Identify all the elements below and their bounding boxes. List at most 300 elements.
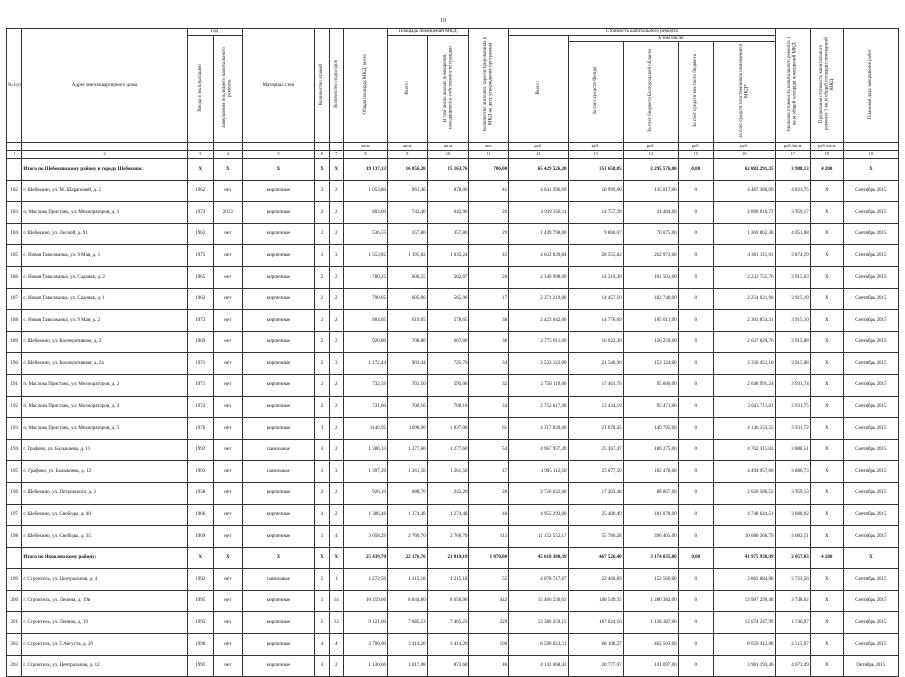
table-cell: 3 [329, 353, 343, 375]
table-row [7, 634, 899, 656]
table-cell: 357,80 [387, 223, 427, 245]
table-cell: 700,10 [387, 396, 427, 418]
table-cell: 1973 [187, 310, 213, 332]
table-cell: 0,00 [678, 547, 713, 569]
table-cell: 180 275,00 [623, 439, 678, 461]
table-cell: 1 277,60 [427, 439, 469, 461]
table-cell: 38 [469, 310, 509, 332]
table-cell: нет [213, 504, 242, 526]
unit-cell [7, 143, 22, 151]
table-cell: 1995 [187, 590, 213, 612]
table-cell: г. Строитель, ул. 5 Августа, д. 20 [22, 634, 187, 656]
table-cell: Сентябрь 2015 [843, 439, 898, 461]
table-cell: 0 [678, 310, 713, 332]
table-cell: 1 380,33 [343, 439, 387, 461]
col-area-resid-header: В том числе жилых помещений, находящихся в собственности граждан [427, 35, 469, 143]
table-cell: 25 367,47 [568, 439, 623, 461]
table-cell: 41 975 938,99 [713, 547, 775, 569]
table-cell: 1958 [187, 482, 213, 504]
table-cell: 7 465,23 [427, 612, 469, 634]
table-cell: 21 019,19 [427, 547, 469, 569]
table-cell: 2 [329, 266, 343, 288]
table-cell: 1993 [187, 461, 213, 483]
table-cell: 2 254 021,90 [713, 288, 775, 310]
table-cell: 17 461,76 [568, 374, 623, 396]
table-cell: нет [213, 461, 242, 483]
table-cell: X [810, 353, 843, 375]
table-cell: X [810, 288, 843, 310]
table-cell: 4 078 717,87 [509, 569, 568, 591]
col-address-header: Адрес многоквартирного дома [22, 29, 187, 143]
table-cell: X [315, 547, 329, 569]
column-numbers-row [7, 151, 899, 159]
table-cell: с. Новая Таволжанка, ул. 9 Мая, д. 2 [22, 310, 187, 332]
table-cell: 68 108,27 [568, 634, 623, 656]
table-cell: 3 [315, 439, 329, 461]
table-cell: кирпичные [242, 202, 315, 224]
table-cell: 183 [7, 202, 22, 224]
table-cell: кирпичные [242, 353, 315, 375]
col-year-built-header: Ввода в эксплуатацию [187, 35, 213, 143]
col-floors-header: Количество этажей [315, 29, 329, 143]
table-cell: нет [213, 288, 242, 310]
table-cell: 2 057,03 [775, 547, 810, 569]
table-cell: 4 143 068,43 [509, 655, 568, 677]
table-cell: X [810, 482, 843, 504]
table-cell: Сентябрь 2015 [843, 310, 898, 332]
table-cell: 11 152 552,17 [509, 526, 568, 548]
table-row [7, 266, 899, 288]
table-cell: Сентябрь 2015 [843, 245, 898, 267]
table-cell: 642,96 [427, 202, 469, 224]
table-cell: X [315, 159, 329, 181]
table-cell: 600,25 [387, 266, 427, 288]
table-cell: 3 533 122,00 [509, 353, 568, 375]
table-cell: 34 [469, 396, 509, 418]
table-cell: 1 280 382,00 [623, 590, 678, 612]
table-cell: 4 073,49 [775, 655, 810, 677]
table-row [7, 655, 899, 677]
table-cell: 18 999,00 [568, 180, 623, 202]
table-cell: Сентябрь 2015 [843, 482, 898, 504]
table-cell: 28 555,82 [568, 245, 623, 267]
table-cell: 1 386,48 [343, 504, 387, 526]
table-cell: кирпичные [242, 612, 315, 634]
table-cell: 12 [329, 612, 343, 634]
table-cell: 2 [329, 482, 343, 504]
column-number-cell: 13 [568, 151, 623, 159]
table-cell: 1969 [187, 331, 213, 353]
column-number-cell: 4 [213, 151, 242, 159]
table-cell: X [810, 374, 843, 396]
table-cell: кирпичные [242, 396, 315, 418]
column-number-cell: 5 [242, 151, 315, 159]
table-row [7, 590, 899, 612]
table-cell: 1990 [187, 634, 213, 656]
table-cell: 1973 [187, 202, 213, 224]
table-cell: 1975 [187, 245, 213, 267]
table-cell: 2 233 755,70 [713, 266, 775, 288]
table-cell: 2 760,70 [387, 526, 427, 548]
table-cell: 22 466,89 [568, 569, 623, 591]
column-number-cell: 1 [7, 151, 22, 159]
table-cell: 15 466 230,63 [509, 590, 568, 612]
table-cell: 700,10 [427, 396, 469, 418]
table-cell: 3 915,10 [775, 310, 810, 332]
table-cell: 2 [329, 655, 343, 677]
table-cell: 54 [469, 439, 509, 461]
col-incl-header: в том числе: [568, 35, 775, 42]
table-cell: 2 775 011,00 [509, 331, 568, 353]
table-cell: 790,65 [343, 288, 387, 310]
unit-cell [187, 143, 213, 151]
table-cell: 1 261,50 [427, 461, 469, 483]
table-cell: г. Строитель, ул. Центральная, д. 4 [22, 569, 187, 591]
table-cell: кирпичные [242, 310, 315, 332]
table-cell: 2 939 358,11 [509, 202, 568, 224]
table-cell: 46 [469, 655, 509, 677]
table-cell: 4 [315, 634, 329, 656]
table-cell: 186 [7, 266, 22, 288]
unit-cell: руб. [678, 143, 713, 151]
table-cell: 193 [7, 418, 22, 440]
table-cell: Итого по Яковлевскому району: [22, 547, 187, 569]
table-cell: 3 981 193,46 [713, 655, 775, 677]
table-cell: нет [213, 374, 242, 396]
table-cell: 4 317 029,00 [509, 418, 568, 440]
table-cell: 113 [469, 526, 509, 548]
table-cell: 2013 [213, 202, 242, 224]
table-cell: X [843, 547, 898, 569]
table-cell: X [187, 547, 213, 569]
table-row [7, 288, 899, 310]
table-cell: г. Графово, ул. Балыкиева, д. 11 [22, 439, 187, 461]
table-cell: нет [213, 180, 242, 202]
table-cell: г. Шебекино, ул. М. Шараповой, д. 2 [22, 180, 187, 202]
table-cell: 13 997 299,48 [713, 590, 775, 612]
table-cell: 536,55 [343, 223, 387, 245]
table-cell: 3 [315, 655, 329, 677]
table-cell: 1993 [187, 439, 213, 461]
table-cell: п. Маслова Пристань, ул. Мелиораторов, д. 2 [22, 374, 187, 396]
table-cell: 731,60 [343, 396, 387, 418]
table-cell: 1 138 387,00 [623, 612, 678, 634]
table-cell: 3 915,03 [775, 266, 810, 288]
table-cell: 462 503,00 [623, 634, 678, 656]
table-cell: 3 [315, 461, 329, 483]
table-cell: 105 011,00 [623, 310, 678, 332]
table-cell: X [810, 202, 843, 224]
table-cell: Сентябрь 2015 [843, 223, 898, 245]
table-cell: 4 082,51 [775, 526, 810, 548]
table-cell: 442 [469, 590, 509, 612]
table-cell: Сентябрь 2015 [843, 634, 898, 656]
table-cell: 196 [7, 482, 22, 504]
table-cell: 2 [315, 202, 329, 224]
table-cell: 3 931,74 [775, 374, 810, 396]
table-cell: 3 058,29 [343, 526, 387, 548]
table-cell: 2 349 998,00 [509, 266, 568, 288]
table-cell: 926,10 [343, 482, 387, 504]
table-cell: 14 319,30 [568, 266, 623, 288]
column-number-cell: 3 [187, 151, 213, 159]
table-row [7, 374, 899, 396]
table-cell: Итого по Шебекинскому району и городу Шебекино: [22, 159, 187, 181]
table-cell: 3 [315, 245, 329, 267]
table-cell: Сентябрь 2015 [843, 569, 898, 591]
table-cell: 0 [678, 202, 713, 224]
table-cell: 1974 [187, 396, 213, 418]
col-wall-header: Материал стен [242, 29, 315, 143]
table-cell: Сентябрь 2015 [843, 374, 898, 396]
table-cell: 3 959,17 [775, 202, 810, 224]
table-cell: 152 566,00 [623, 569, 678, 591]
table-cell: 3 [315, 418, 329, 440]
table-cell: 4 [315, 504, 329, 526]
table-cell: кирпичные [242, 590, 315, 612]
col-num-header: № п/п [7, 29, 22, 143]
table-cell: 565,96 [427, 288, 469, 310]
table-cell: 3 [329, 461, 343, 483]
unit-cell: кв.м [343, 143, 387, 151]
table-cell: X [810, 245, 843, 267]
table-cell: X [810, 396, 843, 418]
table-cell: 8 059 413,08 [713, 634, 775, 656]
table-cell: X [242, 159, 315, 181]
table-cell: кирпичные [242, 418, 315, 440]
table-cell: 25 677,50 [568, 461, 623, 483]
table-cell: 4 487 380,09 [713, 180, 775, 202]
table-cell: 2 303 854,31 [713, 310, 775, 332]
col-entrances-header: Количество подъездов [329, 29, 343, 143]
unit-cell: руб./кв.м [810, 143, 843, 151]
table-cell: панельные [242, 439, 315, 461]
table-cell: 1 017,08 [387, 655, 427, 677]
table-cell: 190 [7, 353, 22, 375]
table-cell: 13 380 259,15 [509, 612, 568, 634]
unit-cell [242, 143, 315, 151]
table-cell: нет [213, 590, 242, 612]
table-cell: кирпичные [242, 526, 315, 548]
col-max-cost-header: Предельная стоимость капитального ремонта 1 кв.м общей площади помещений МКД [810, 29, 843, 143]
table-cell: 0 [678, 418, 713, 440]
column-number-cell: 11 [469, 151, 509, 159]
table-cell: 1 195,82 [387, 245, 427, 267]
table-cell: X [843, 159, 898, 181]
table-cell: 2 [315, 223, 329, 245]
table-cell: Сентябрь 2015 [843, 331, 898, 353]
table-cell: X [329, 159, 343, 181]
table-cell: X [810, 526, 843, 548]
unit-cell [315, 143, 329, 151]
col-cost-group-header: Стоимость капитального ремонта [509, 29, 775, 36]
table-cell: 95 606,00 [623, 374, 678, 396]
table-cell: нет [213, 655, 242, 677]
table-cell: 0 [678, 374, 713, 396]
table-cell: 0 [678, 482, 713, 504]
table-cell: X [187, 159, 213, 181]
table-cell: 2 637 829,70 [713, 331, 775, 353]
table-cell: 0 [678, 439, 713, 461]
unit-cell [22, 143, 187, 151]
table-cell: 15 163,76 [427, 159, 469, 181]
table-cell: 2 [329, 288, 343, 310]
column-number-cell: 9 [387, 151, 427, 159]
table-cell: г. Шебекино, ул. Свободы, д. 35 [22, 526, 187, 548]
table-cell: 95 471,00 [623, 396, 678, 418]
table-cell: 804,05 [343, 310, 387, 332]
table-cell: г. Шебекино, ул. Кооперативная, д. 2 [22, 331, 187, 353]
table-cell: Сентябрь 2015 [843, 202, 898, 224]
unit-cell: чел. [469, 143, 509, 151]
table-cell: 732,59 [343, 374, 387, 396]
table-cell: 4 146 155,55 [713, 418, 775, 440]
table-cell: 0 [678, 612, 713, 634]
table-cell: 14 757,39 [568, 202, 623, 224]
table-cell: нет [213, 634, 242, 656]
table-cell: 3 888,02 [775, 504, 810, 526]
table-cell: 22 176,76 [387, 547, 427, 569]
table-cell: 21 546,90 [568, 353, 623, 375]
column-number-cell: 17 [775, 151, 810, 159]
table-cell: 920,80 [343, 331, 387, 353]
table-cell: 3 915,08 [775, 353, 810, 375]
table-cell: 26 [469, 266, 509, 288]
table-cell: 1962 [187, 223, 213, 245]
table-cell: 3 723,56 [775, 569, 810, 591]
table-cell: 3 748,62 [775, 590, 810, 612]
table-cell: 25 480,49 [568, 504, 623, 526]
table-cell: 0 [678, 331, 713, 353]
table-cell: 1971 [187, 353, 213, 375]
table-cell: нет [213, 482, 242, 504]
table-cell: г. Строитель, ул. Ленина, д. 19в [22, 590, 187, 612]
table-cell: Сентябрь 2015 [843, 180, 898, 202]
table-cell: X [810, 634, 843, 656]
table-cell: 14 457,10 [568, 288, 623, 310]
table-cell: 184 [7, 223, 22, 245]
table-cell: 199 [7, 569, 22, 591]
table-cell: 14 776,69 [568, 310, 623, 332]
table-cell: 0 [678, 526, 713, 548]
table-cell: 4 762 315,02 [713, 439, 775, 461]
table-cell: 182 [7, 180, 22, 202]
table-cell: 2 371 219,00 [509, 288, 568, 310]
table-cell: 1 070,00 [469, 547, 509, 569]
col-year-repair-header: Завершения последнего капитального ремонта [213, 35, 242, 143]
table-cell: X [329, 547, 343, 569]
table-cell: нет [213, 353, 242, 375]
table-cell: 4 748 644,51 [713, 504, 775, 526]
table-cell: 1 [329, 569, 343, 591]
table-cell: 351 658,85 [568, 159, 623, 181]
table-row [7, 353, 899, 375]
table-cell: 55 [469, 569, 509, 591]
table-cell: 2 890 016,72 [713, 202, 775, 224]
table-cell: нет [213, 569, 242, 591]
table-cell: 3 [329, 245, 343, 267]
table-cell: 4 641 396,09 [509, 180, 568, 202]
table-cell: п. Маслова Пристань, ул. Мелиораторов, д. 5 [22, 418, 187, 440]
table-cell: 3 414,20 [387, 634, 427, 656]
table-cell: 1962 [187, 180, 213, 202]
table-cell: 1146,95 [343, 418, 387, 440]
table-cell: 3 358 451,10 [713, 353, 775, 375]
table-cell: 1 215,18 [387, 569, 427, 591]
table-cell: 149 795,00 [623, 418, 678, 440]
table-cell: Сентябрь 2015 [843, 418, 898, 440]
table-cell: кирпичные [242, 504, 315, 526]
table-cell: 4 494 957,00 [713, 461, 775, 483]
table-cell: кирпичные [242, 482, 315, 504]
table-cell: 1962 [187, 288, 213, 310]
table-cell: 0 [678, 266, 713, 288]
col-total-area-header: Общая площадь МКД, всего [343, 29, 387, 143]
table-cell: 619,05 [387, 310, 427, 332]
table-cell: 185 [7, 245, 22, 267]
table-cell: 2 [329, 331, 343, 353]
table-cell: 0 [678, 655, 713, 677]
table-cell: 3 988,13 [775, 159, 810, 181]
table-cell: 701,50 [387, 374, 427, 396]
table-cell: 1 037,00 [427, 418, 469, 440]
table-cell: нет [213, 331, 242, 353]
table-cell: нет [213, 418, 242, 440]
table-cell: 2 [329, 374, 343, 396]
table-cell: 190 [469, 634, 509, 656]
table-cell: 4 401 311,01 [713, 245, 775, 267]
table-cell: 195 [7, 461, 22, 483]
table-cell: X [810, 418, 843, 440]
table-row [7, 396, 899, 418]
table-cell: 17 203,48 [568, 482, 623, 504]
table-cell: Сентябрь 2015 [843, 504, 898, 526]
table-cell: 1 277,60 [387, 439, 427, 461]
table-cell: 61 [469, 418, 509, 440]
table-cell: 2 [315, 374, 329, 396]
table-cell: X [810, 569, 843, 591]
table-cell: 3 931,75 [775, 396, 810, 418]
table-cell: 17 [469, 288, 509, 310]
table-cell: 2 [329, 202, 343, 224]
table-cell: 1995 [187, 612, 213, 634]
table-cell: 3 874,19 [775, 245, 810, 267]
table-cell: 20 777,97 [568, 655, 623, 677]
table-cell: 4 [329, 526, 343, 548]
table-cell: нет [213, 223, 242, 245]
col-year-group-header: Год [187, 29, 242, 36]
table-cell: 189 [7, 331, 22, 353]
table-cell: нет [213, 266, 242, 288]
table-cell: 780,25 [343, 266, 387, 288]
table-cell: 803,00 [343, 202, 387, 224]
table-row [7, 331, 899, 353]
table-cell: 1 261,50 [387, 461, 427, 483]
table-cell: 16 856,20 [387, 159, 427, 181]
table-cell: 1969 [187, 526, 213, 548]
table-cell: 706,00 [469, 159, 509, 181]
table-cell: 41 [469, 180, 509, 202]
table-cell: 725,70 [427, 353, 469, 375]
table-cell: 1971 [187, 374, 213, 396]
column-number-cell: 15 [678, 151, 713, 159]
table-cell: 2 [329, 396, 343, 418]
table-cell: нет [213, 439, 242, 461]
table-cell: 2 758 119,00 [509, 374, 568, 396]
table-cell: 1976 [187, 418, 213, 440]
table-cell: 1965 [187, 266, 213, 288]
unit-cell [213, 143, 242, 151]
